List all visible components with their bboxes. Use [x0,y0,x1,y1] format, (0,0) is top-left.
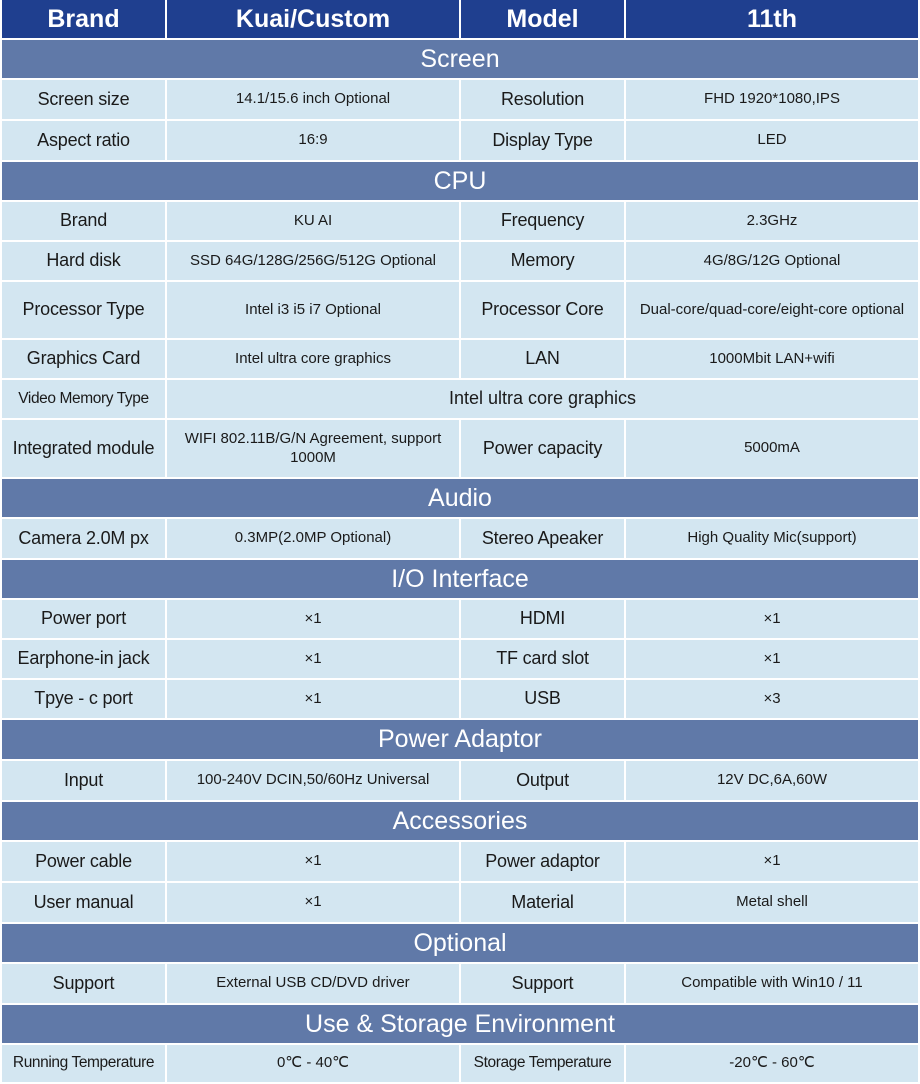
header-row [0,0,920,38]
section-header-audio [0,479,920,517]
section-title: CPU [2,162,918,200]
spec-label: Input [2,761,165,800]
section-title: Audio [2,479,918,517]
spec-row [0,680,920,718]
spec-label: Power capacity [461,420,624,477]
section-title: Optional [2,924,918,962]
spec-label: Integrated module [2,420,165,477]
spec-value: SSD 64G/128G/256G/512G Optional [167,242,459,280]
spec-label: Earphone-in jack [2,640,165,678]
model-header-label: Model [461,0,624,38]
spec-label: Power adaptor [461,842,624,881]
spec-label: Support [461,964,624,1003]
spec-value: 5000mA [626,420,918,477]
spec-value: Intel ultra core graphics [167,380,918,418]
spec-value: 100-240V DCIN,50/60Hz Universal [167,761,459,800]
spec-row [0,282,920,338]
spec-value: ×1 [626,640,918,678]
spec-row [0,340,920,378]
spec-row [0,640,920,678]
spec-row [0,842,920,881]
spec-label: Camera 2.0M px [2,519,165,558]
spec-row [0,761,920,800]
spec-label: Running Temperature [2,1045,165,1082]
spec-value: ×1 [626,600,918,638]
spec-value: 4G/8G/12G Optional [626,242,918,280]
spec-label: Brand [2,202,165,240]
spec-value: FHD 1920*1080,IPS [626,80,918,119]
spec-label: Resolution [461,80,624,119]
spec-value: ×1 [167,842,459,881]
spec-row-video-memory [0,380,920,418]
spec-value: Compatible with Win10 / 11 [626,964,918,1003]
spec-label: Material [461,883,624,922]
spec-label: LAN [461,340,624,378]
section-title: Power Adaptor [2,720,918,759]
spec-row [0,242,920,280]
spec-label: Video Memory Type [2,380,165,418]
section-header-accessories [0,802,920,840]
spec-label: User manual [2,883,165,922]
spec-value: ×3 [626,680,918,718]
spec-label: Hard disk [2,242,165,280]
section-header-power-adaptor [0,720,920,759]
section-title: Use & Storage Environment [2,1005,918,1043]
section-title: I/O Interface [2,560,918,598]
section-header-io [0,560,920,598]
spec-value: Metal shell [626,883,918,922]
spec-label: Storage Temperature [461,1045,624,1082]
spec-row [0,964,920,1003]
spec-value: ×1 [167,640,459,678]
spec-value: ×1 [167,883,459,922]
spec-label: Stereo Apeaker [461,519,624,558]
section-title: Screen [2,40,918,78]
spec-row [0,883,920,922]
spec-value: 1000Mbit LAN+wifi [626,340,918,378]
spec-value: -20℃ - 60℃ [626,1045,918,1082]
section-header-cpu [0,162,920,200]
spec-value: 0℃ - 40℃ [167,1045,459,1082]
spec-row [0,519,920,558]
spec-label: Frequency [461,202,624,240]
spec-label: Processor Core [461,282,624,338]
spec-label: Memory [461,242,624,280]
spec-label: Screen size [2,80,165,119]
spec-row [0,600,920,638]
brand-header-label: Brand [2,0,165,38]
spec-value: 0.3MP(2.0MP Optional) [167,519,459,558]
spec-value: 14.1/15.6 inch Optional [167,80,459,119]
spec-label: USB [461,680,624,718]
spec-label: Power port [2,600,165,638]
spec-row [0,1045,920,1082]
model-header-value: 11th [626,0,918,38]
spec-value: 2.3GHz [626,202,918,240]
spec-row [0,202,920,240]
spec-label: HDMI [461,600,624,638]
section-title: Accessories [2,802,918,840]
spec-value: WIFI 802.11B/G/N Agreement, support 1000M [167,420,459,477]
spec-label: Output [461,761,624,800]
brand-header-value: Kuai/Custom [167,0,459,38]
spec-label: Graphics Card [2,340,165,378]
spec-row [0,121,920,160]
spec-value: External USB CD/DVD driver [167,964,459,1003]
spec-value: High Quality Mic(support) [626,519,918,558]
spec-value: Dual-core/quad-core/eight-core optional [626,282,918,338]
spec-value: LED [626,121,918,160]
spec-value: ×1 [626,842,918,881]
spec-value: Intel i3 i5 i7 Optional [167,282,459,338]
spec-label: Aspect ratio [2,121,165,160]
spec-value: ×1 [167,600,459,638]
spec-value: KU AI [167,202,459,240]
section-header-environment [0,1005,920,1043]
spec-row [0,80,920,119]
spec-label: Power cable [2,842,165,881]
spec-label: Tpye - c port [2,680,165,718]
spec-value: 12V DC,6A,60W [626,761,918,800]
spec-value: 16:9 [167,121,459,160]
section-header-optional [0,924,920,962]
spec-value: Intel ultra core graphics [167,340,459,378]
spec-label: Display Type [461,121,624,160]
spec-label: TF card slot [461,640,624,678]
spec-row [0,420,920,477]
section-header-screen [0,40,920,78]
spec-label: Support [2,964,165,1003]
spec-label: Processor Type [2,282,165,338]
spec-value: ×1 [167,680,459,718]
